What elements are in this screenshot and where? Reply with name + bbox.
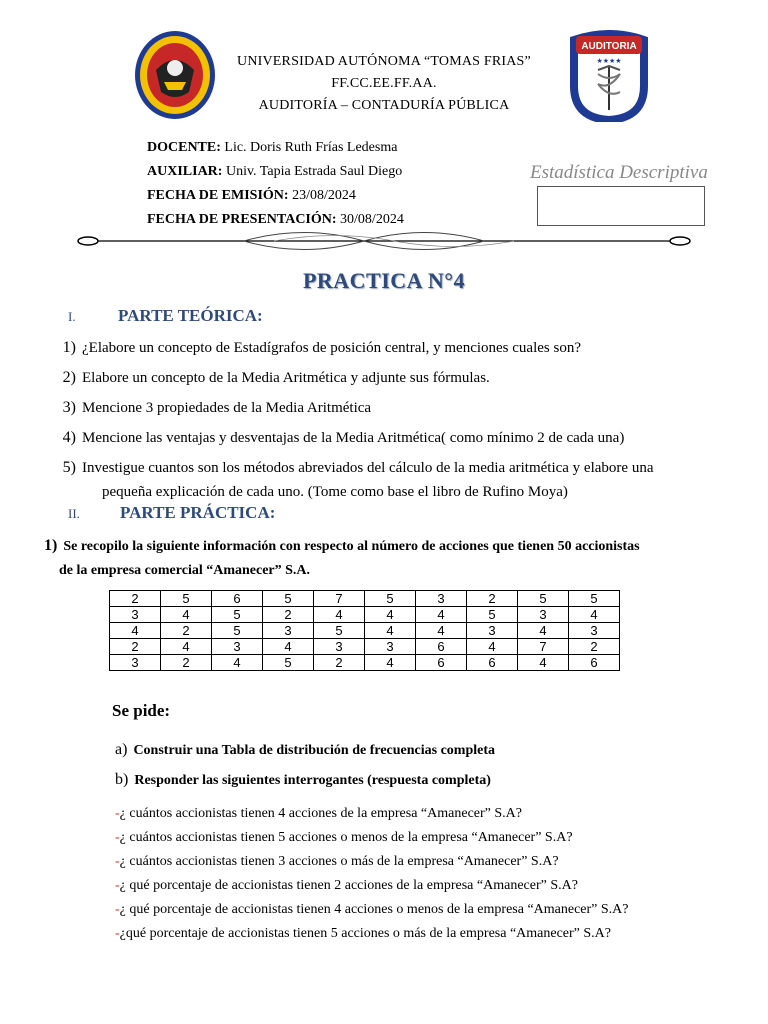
auditoria-badge-logo <box>568 30 650 122</box>
docente-line <box>147 136 404 160</box>
list-item <box>115 874 755 898</box>
se-pide-label: Se pide: <box>112 701 171 720</box>
table-cell: 2 <box>161 655 212 671</box>
table-cell: 3 <box>467 623 518 639</box>
table-cell: 5 <box>263 655 314 671</box>
data-table <box>109 590 620 671</box>
table-cell: 3 <box>365 639 416 655</box>
table-cell: 4 <box>518 623 569 639</box>
table-cell: 3 <box>416 591 467 607</box>
table-cell: 4 <box>161 639 212 655</box>
table-row <box>110 655 620 671</box>
question-number: 1) <box>62 339 76 356</box>
table-cell: 3 <box>212 639 263 655</box>
question-number: 4) <box>62 429 76 446</box>
table-cell: 4 <box>365 655 416 671</box>
table-cell: 3 <box>110 655 161 671</box>
table-cell: 4 <box>161 607 212 623</box>
problem-text: Se recopilo la siguiente información con respecto al número de acciones que tienen 50 accionistas <box>63 539 640 554</box>
table-cell: 4 <box>518 655 569 671</box>
table-cell: 3 <box>314 639 365 655</box>
table-row <box>110 623 620 639</box>
table-cell: 7 <box>314 591 365 607</box>
emision-line <box>147 184 404 208</box>
table-cell: 3 <box>569 623 620 639</box>
problem-statement-line2: de la empresa comercial “Amanecer” S.A. <box>59 563 311 578</box>
emision-value: 23/08/2024 <box>288 188 356 203</box>
list-item <box>46 456 746 480</box>
table-cell: 2 <box>161 623 212 639</box>
item-text: Construir una Tabla de distribución de frecuencias completa <box>133 743 496 758</box>
table-cell: 5 <box>161 591 212 607</box>
bullet-dash: - <box>115 830 120 845</box>
section-heading-teorica: PARTE TEÓRICA: <box>118 306 263 325</box>
table-cell: 4 <box>467 639 518 655</box>
question-text: ¿ cuántos accionistas tienen 3 acciones o más de la empresa “Amanecer” S.A? <box>119 854 559 869</box>
list-item <box>46 423 746 453</box>
table-cell: 4 <box>569 607 620 623</box>
problem-statement-line1 <box>44 534 754 559</box>
item-letter: b) <box>115 771 129 788</box>
table-cell: 5 <box>314 623 365 639</box>
bullet-dash: - <box>115 878 120 893</box>
list-item <box>115 802 755 826</box>
table-cell: 4 <box>212 655 263 671</box>
table-cell: 2 <box>110 591 161 607</box>
bullet-dash: - <box>115 854 120 869</box>
list-item <box>46 363 746 393</box>
table-cell: 7 <box>518 639 569 655</box>
docente-label: DOCENTE: <box>147 140 221 155</box>
bullet-dash: - <box>115 806 120 821</box>
presentacion-label: FECHA DE PRESENTACIÓN: <box>147 212 337 227</box>
item-text: Responder las siguientes interrogantes (respuesta completa) <box>134 773 491 788</box>
table-cell: 2 <box>110 639 161 655</box>
table-row <box>110 607 620 623</box>
list-item <box>115 765 755 795</box>
career-name: AUDITORÍA – CONTADURÍA PÚBLICA <box>258 98 510 113</box>
question-text: ¿qué porcentaje de accionistas tienen 5 acciones o más de la empresa “Amanecer” S.A? <box>119 926 611 941</box>
faculty-name: FF.CC.EE.FF.AA. <box>331 76 437 91</box>
section-roman-1: I. <box>68 309 76 324</box>
question-text: Mencione 3 propiedades de la Media Aritmética <box>82 400 372 416</box>
question-text: ¿ qué porcentaje de accionistas tienen 2 acciones de la empresa “Amanecer” S.A? <box>119 878 578 893</box>
table-cell: 2 <box>467 591 518 607</box>
question-text: Investigue cuantos son los métodos abreviados del cálculo de la media aritmética y elabore una <box>82 460 654 476</box>
question-number: 2) <box>62 369 76 386</box>
bullet-dash: - <box>115 902 120 917</box>
table-cell: 4 <box>314 607 365 623</box>
list-item <box>46 333 746 363</box>
table-cell: 2 <box>569 639 620 655</box>
question-text: ¿Elabore un concepto de Estadígrafos de posición central, y menciones cuales son? <box>82 340 581 356</box>
question-number: 3) <box>62 399 76 416</box>
badge-title: AUDITORIA <box>581 41 637 52</box>
list-item <box>46 393 746 423</box>
university-name: UNIVERSIDAD AUTÓNOMA “TOMAS FRIAS” <box>237 54 531 69</box>
section-roman-2: II. <box>68 506 80 521</box>
table-cell: 5 <box>212 623 263 639</box>
table-cell: 6 <box>416 639 467 655</box>
table-cell: 3 <box>110 607 161 623</box>
question-text: ¿ cuántos accionistas tienen 5 acciones o menos de la empresa “Amanecer” S.A? <box>119 830 573 845</box>
table-cell: 6 <box>467 655 518 671</box>
table-cell: 4 <box>365 607 416 623</box>
question-text: Mencione las ventajas y desventajas de la Media Aritmética( como mínimo 2 de cada una) <box>82 430 625 446</box>
item-letter: a) <box>115 741 128 758</box>
question-number: 5) <box>62 459 76 476</box>
bullet-dash: - <box>115 926 120 941</box>
table-cell: 2 <box>263 607 314 623</box>
ornament-divider <box>74 226 694 256</box>
emision-label: FECHA DE EMISIÓN: <box>147 188 289 203</box>
list-item <box>115 850 755 874</box>
svg-text:★★★★: ★★★★ <box>596 57 622 65</box>
table-cell: 6 <box>212 591 263 607</box>
table-cell: 3 <box>263 623 314 639</box>
question-text: Elabore un concepto de la Media Aritmética y adjunte sus fórmulas. <box>82 370 490 386</box>
table-cell: 5 <box>569 591 620 607</box>
table-cell: 4 <box>416 623 467 639</box>
list-item <box>115 735 755 765</box>
table-cell: 4 <box>263 639 314 655</box>
question-continuation: pequeña explicación de cada uno. (Tome como base el libro de Rufino Moya) <box>102 484 568 500</box>
page-title: PRACTICA N°4 <box>302 268 466 293</box>
auxiliar-label: AUXILIAR: <box>147 164 223 179</box>
table-cell: 4 <box>416 607 467 623</box>
docente-value: Lic. Doris Ruth Frías Ledesma <box>220 140 398 155</box>
table-row <box>110 591 620 607</box>
question-text: ¿ qué porcentaje de accionistas tienen 4 acciones o menos de la empresa “Amanecer” S.A? <box>119 902 629 917</box>
table-cell: 5 <box>212 607 263 623</box>
table-cell: 4 <box>365 623 416 639</box>
list-item <box>115 898 755 922</box>
table-cell: 6 <box>416 655 467 671</box>
theory-questions <box>46 333 746 504</box>
table-cell: 5 <box>365 591 416 607</box>
table-cell: 5 <box>518 591 569 607</box>
grade-box <box>537 186 705 226</box>
table-cell: 4 <box>110 623 161 639</box>
course-name: Estadística Descriptiva <box>530 162 708 183</box>
table-cell: 6 <box>569 655 620 671</box>
section-heading-practica: PARTE PRÁCTICA: <box>120 503 276 522</box>
problem-number: 1) <box>44 537 58 554</box>
table-cell: 5 <box>467 607 518 623</box>
question-list <box>115 802 755 946</box>
auxiliar-value: Univ. Tapia Estrada Saul Diego <box>222 164 403 179</box>
table-cell: 3 <box>518 607 569 623</box>
table-cell: 2 <box>314 655 365 671</box>
question-text: ¿ cuántos accionistas tienen 4 acciones de la empresa “Amanecer” S.A? <box>119 806 522 821</box>
list-item <box>115 826 755 850</box>
table-row <box>110 639 620 655</box>
list-item <box>115 922 755 946</box>
auxiliar-line <box>147 160 404 184</box>
table-cell: 5 <box>263 591 314 607</box>
presentacion-value: 30/08/2024 <box>336 212 404 227</box>
